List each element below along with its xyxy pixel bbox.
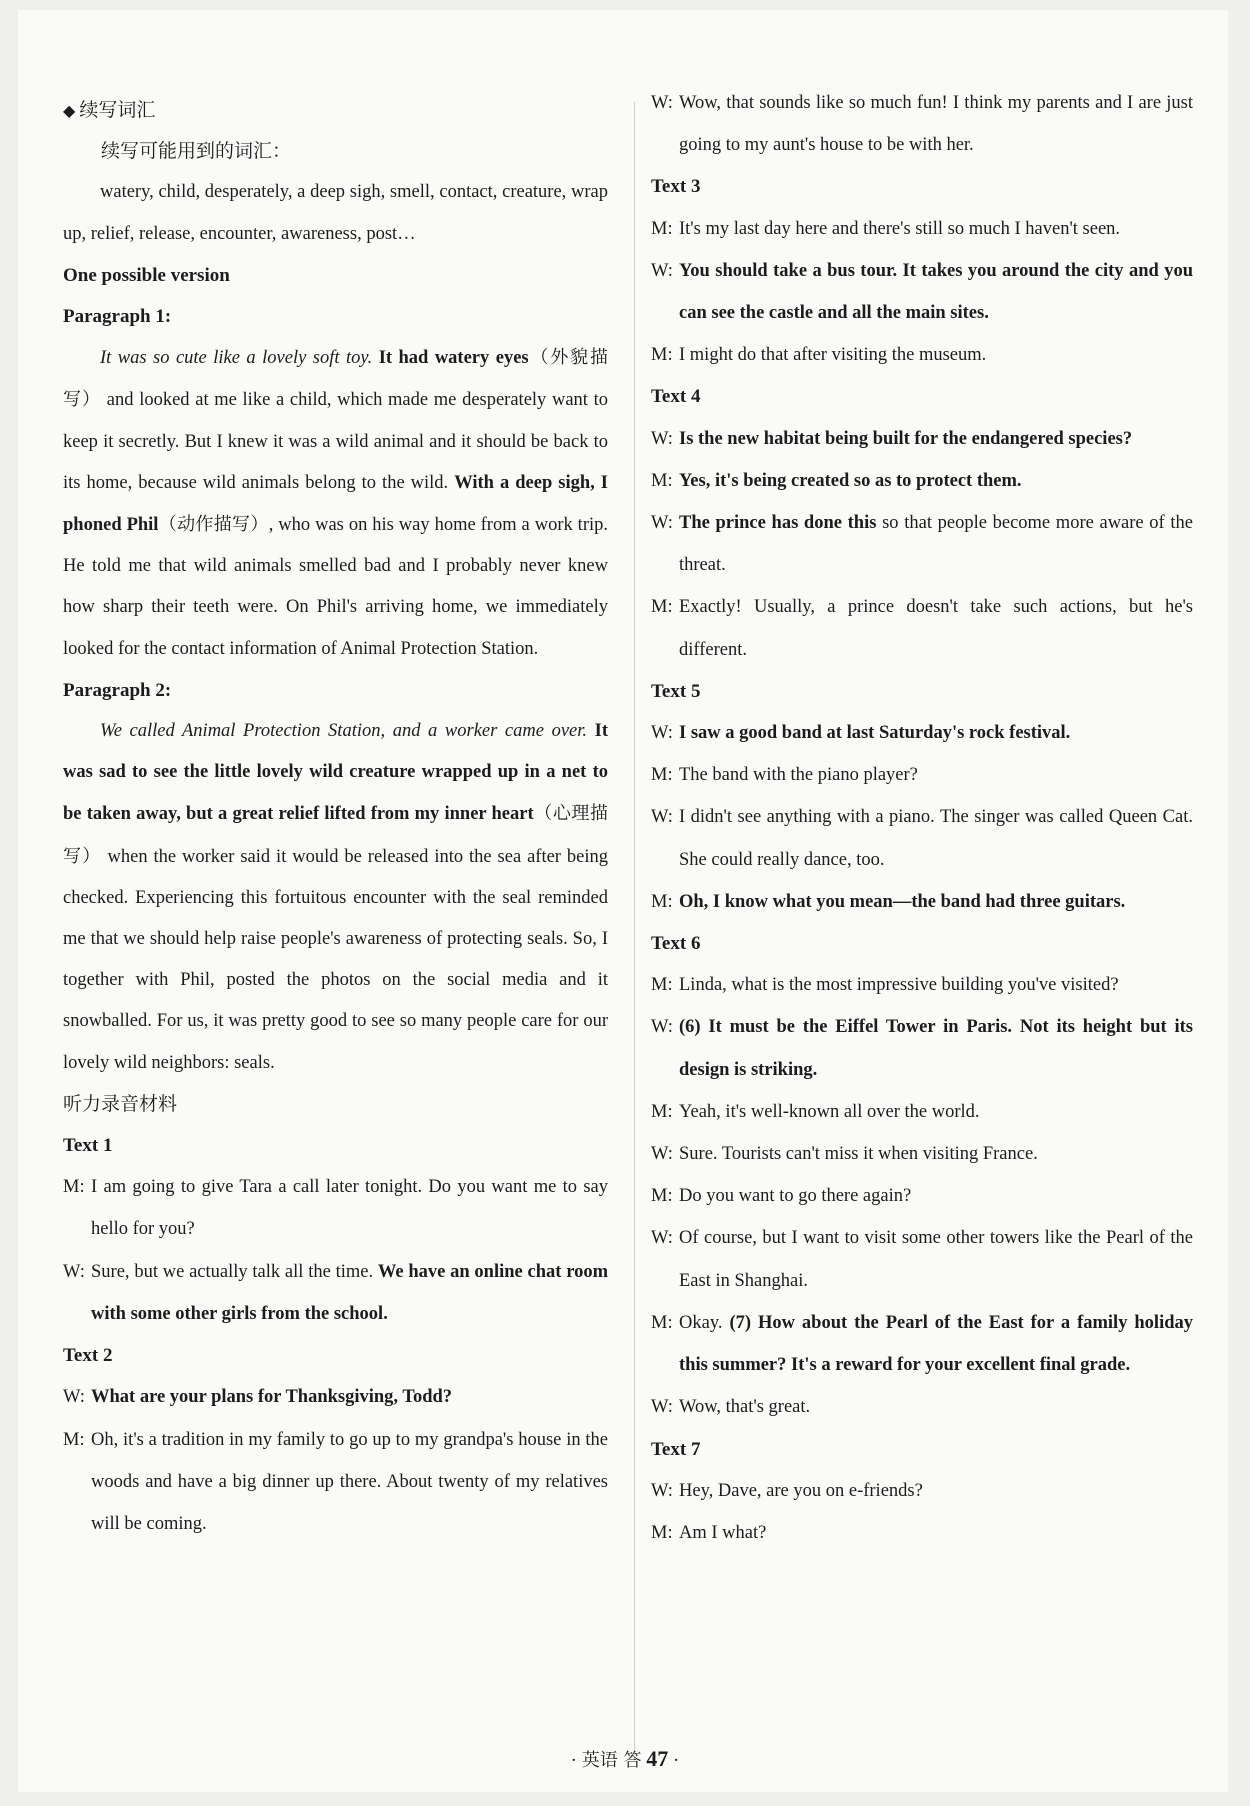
- speaker-label: W:: [651, 807, 673, 828]
- dialogue-line: [651, 1302, 1193, 1386]
- dialogue-line: [651, 586, 1193, 670]
- version-title: One possible version: [63, 264, 230, 286]
- speaker-label: W:: [651, 1228, 673, 1249]
- text-7-title: Text 7: [651, 1438, 701, 1460]
- dialogue-line: [63, 1166, 608, 1250]
- dialogue-line: [651, 1175, 1193, 1217]
- dialogue-line: [651, 460, 1193, 502]
- dialogue-line: [651, 250, 1193, 334]
- dialogue-line: [651, 1217, 1193, 1301]
- paragraph-2-title: Paragraph 2:: [63, 679, 172, 701]
- dialogue-text: Do you want to go there again?: [679, 1186, 912, 1207]
- speaker-label: W:: [651, 260, 673, 281]
- text-1-title: Text 1: [63, 1135, 113, 1157]
- vocab-intro: 续写可能用到的词汇：: [101, 140, 292, 163]
- dialogue-text: Is the new habitat being built for the endangered species?: [679, 428, 1133, 449]
- dialogue-line: [651, 1512, 1193, 1554]
- dialogue-text: I might do that after visiting the museum.: [679, 345, 987, 366]
- speaker-label: W:: [63, 1261, 85, 1282]
- dialogue-line: [651, 1006, 1193, 1090]
- speaker-label: W:: [651, 513, 673, 534]
- text-1-dialogue: [63, 1166, 608, 1335]
- dialogue-text: Exactly! Usually, a prince doesn't take such actions, but he's different.: [679, 597, 1193, 660]
- speaker-label: M:: [651, 345, 673, 366]
- text-6-title: Text 6: [651, 933, 701, 955]
- speaker-label: M:: [651, 765, 673, 786]
- dialogue-line: [651, 796, 1193, 880]
- footer-subject: 英语 答: [581, 1750, 642, 1771]
- column-divider: [634, 102, 635, 1752]
- speaker-label: M:: [651, 891, 673, 912]
- page-number: 47: [646, 1746, 669, 1771]
- page-footer: · 英语 答 47 ·: [570, 1746, 680, 1771]
- speaker-label: M:: [651, 1522, 673, 1543]
- dialogue-text: Of course, but I want to visit some other towers like the Pearl of the East in Shanghai.: [679, 1228, 1193, 1291]
- right-column: [651, 82, 1193, 1554]
- dialogue-line: [63, 1419, 608, 1546]
- dialogue-line: [651, 1470, 1193, 1512]
- dialogue-text: It's my last day here and there's still so much I haven't seen.: [679, 218, 1121, 239]
- dialogue-text: The band with the piano player?: [679, 765, 918, 786]
- text-5-dialogue: [651, 712, 1193, 923]
- dialogue-text: You should take a bus tour. It takes you around the city and you can see the castle and all the main sites.: [679, 260, 1193, 324]
- dialogue-text: I saw a good band at last Saturday's rock festival.: [679, 723, 1071, 744]
- speaker-label: W:: [651, 1144, 673, 1165]
- dialogue-text: Oh, I know what you mean—the band had three guitars.: [679, 891, 1126, 912]
- speaker-label: W:: [651, 1017, 673, 1038]
- dialogue-text: Am I what?: [679, 1522, 767, 1543]
- speaker-label: M:: [63, 1429, 85, 1450]
- dialogue-text: Hey, Dave, are you on e-friends?: [679, 1480, 923, 1501]
- speaker-label: M:: [651, 1312, 673, 1333]
- section-title: ◆ 续写词汇: [63, 99, 156, 121]
- vocab-list: watery, child, desperately, a deep sigh, smell, contact, creature, wrap up, relief, release, encounter, awareness, post…: [63, 182, 608, 244]
- dialogue-text: Linda, what is the most impressive building you've visited?: [679, 975, 1119, 996]
- dialogue-text: Sure, but we actually talk all the time. We have an online chat room with some other girls from the school.: [91, 1261, 609, 1324]
- text-2-title: Text 2: [63, 1345, 113, 1367]
- speaker-label: M:: [651, 1186, 673, 1207]
- diamond-bullet-icon: ◆: [63, 101, 76, 120]
- dialogue-line: [651, 502, 1193, 586]
- dialogue-line: [651, 712, 1193, 754]
- dialogue-text: (6) It must be the Eiffel Tower in Paris. Not its height but its design is striking.: [679, 1017, 1193, 1080]
- dialogue-line: [651, 964, 1193, 1006]
- speaker-label: M:: [651, 218, 673, 239]
- dialogue-line: [651, 1386, 1193, 1428]
- dialogue-text: I didn't see anything with a piano. The singer was called Queen Cat. She could really dance, too.: [679, 807, 1193, 870]
- dialogue-line: [651, 208, 1193, 250]
- paragraph-1-title: Paragraph 1:: [63, 306, 172, 328]
- speaker-label: M:: [63, 1177, 85, 1198]
- dialogue-line: [651, 1133, 1193, 1175]
- text-2-dialogue: [63, 1376, 608, 1545]
- dialogue-line: [651, 82, 1193, 166]
- speaker-label: M:: [651, 1101, 673, 1122]
- dialogue-line: [651, 1091, 1193, 1133]
- text-5-title: Text 5: [651, 680, 701, 702]
- dialogue-text: Sure. Tourists can't miss it when visiting France.: [679, 1144, 1038, 1165]
- text-7-dialogue: [651, 1470, 1193, 1554]
- dialogue-text: Oh, it's a tradition in my family to go up to my grandpa's house in the woods and have a big dinner up there. About twenty of my relatives will be coming.: [91, 1429, 608, 1534]
- listening-title: 听力录音材料: [63, 1092, 178, 1115]
- dialogue-line: [63, 1251, 608, 1335]
- speaker-label: W:: [651, 1480, 673, 1501]
- speaker-label: W:: [63, 1387, 85, 1408]
- paragraph-1-body: It was so cute like a lovely soft toy. It had watery eyes（外貌描写） and looked at me like a child, which made me desperately want to keep it secretly. But I knew it was a wild animal and it should be back to its home, because wild animals belong to the wild. With a deep sigh, I phoned Phil（动作描写）, who was on his way home from a work trip. He told me that wild animals smelled bad and I probably never knew how sharp their teeth were. On Phil's arriving home, we immediately looked for the contact information of Animal Protection Station.: [63, 347, 609, 659]
- dialogue-line: [651, 754, 1193, 796]
- speaker-label: W:: [651, 93, 673, 113]
- dialogue-line: [651, 334, 1193, 376]
- dialogue-text: Wow, that sounds like so much fun! I think my parents and I are just going to my aunt's house to be with her.: [679, 93, 1193, 156]
- dialogue-line: [651, 881, 1193, 923]
- dialogue-line: [63, 1376, 608, 1418]
- speaker-label: W:: [651, 1397, 673, 1418]
- text-2-dialogue-continued: [651, 82, 1193, 166]
- dialogue-text: What are your plans for Thanksgiving, Todd?: [91, 1387, 453, 1408]
- speaker-label: M:: [651, 597, 673, 618]
- text-4-title: Text 4: [651, 386, 701, 408]
- text-4-dialogue: [651, 418, 1193, 671]
- page: [18, 10, 1228, 1792]
- dialogue-line: [651, 418, 1193, 460]
- speaker-label: M:: [651, 975, 673, 996]
- dialogue-text: The prince has done this so that people become more aware of the threat.: [679, 513, 1193, 576]
- speaker-label: M:: [651, 470, 673, 491]
- dialogue-text: Wow, that's great.: [679, 1397, 811, 1418]
- dialogue-text: Okay. (7) How about the Pearl of the East for a family holiday this summer? It's a reward for your excellent final grade.: [679, 1312, 1193, 1376]
- paragraph-2-body: We called Animal Protection Station, and a worker came over. It was sad to see the little lovely wild creature wrapped up in a net to be taken away, but a great relief lifted from my inner heart（心理描写） when the worker said it would be released into the sea after being checked. Experiencing this fortuitous encounter with the seal reminded me that we should help raise people's awareness of protecting seals. So, I together with Phil, posted the photos on the social media and it snowballed. For us, it was pretty good to see so many people care for our lovely wild neighbors: seals.: [63, 721, 608, 1073]
- text-3-dialogue: [651, 208, 1193, 377]
- dialogue-text: I am going to give Tara a call later tonight. Do you want me to say hello for you?: [91, 1177, 608, 1240]
- dialogue-text: Yes, it's being created so as to protect them.: [679, 470, 1022, 491]
- dialogue-text: Yeah, it's well-known all over the world.: [679, 1101, 980, 1122]
- speaker-label: W:: [651, 723, 673, 744]
- speaker-label: W:: [651, 428, 673, 449]
- text-3-title: Text 3: [651, 176, 701, 198]
- left-column: [63, 90, 608, 1545]
- text-6-dialogue: [651, 964, 1193, 1428]
